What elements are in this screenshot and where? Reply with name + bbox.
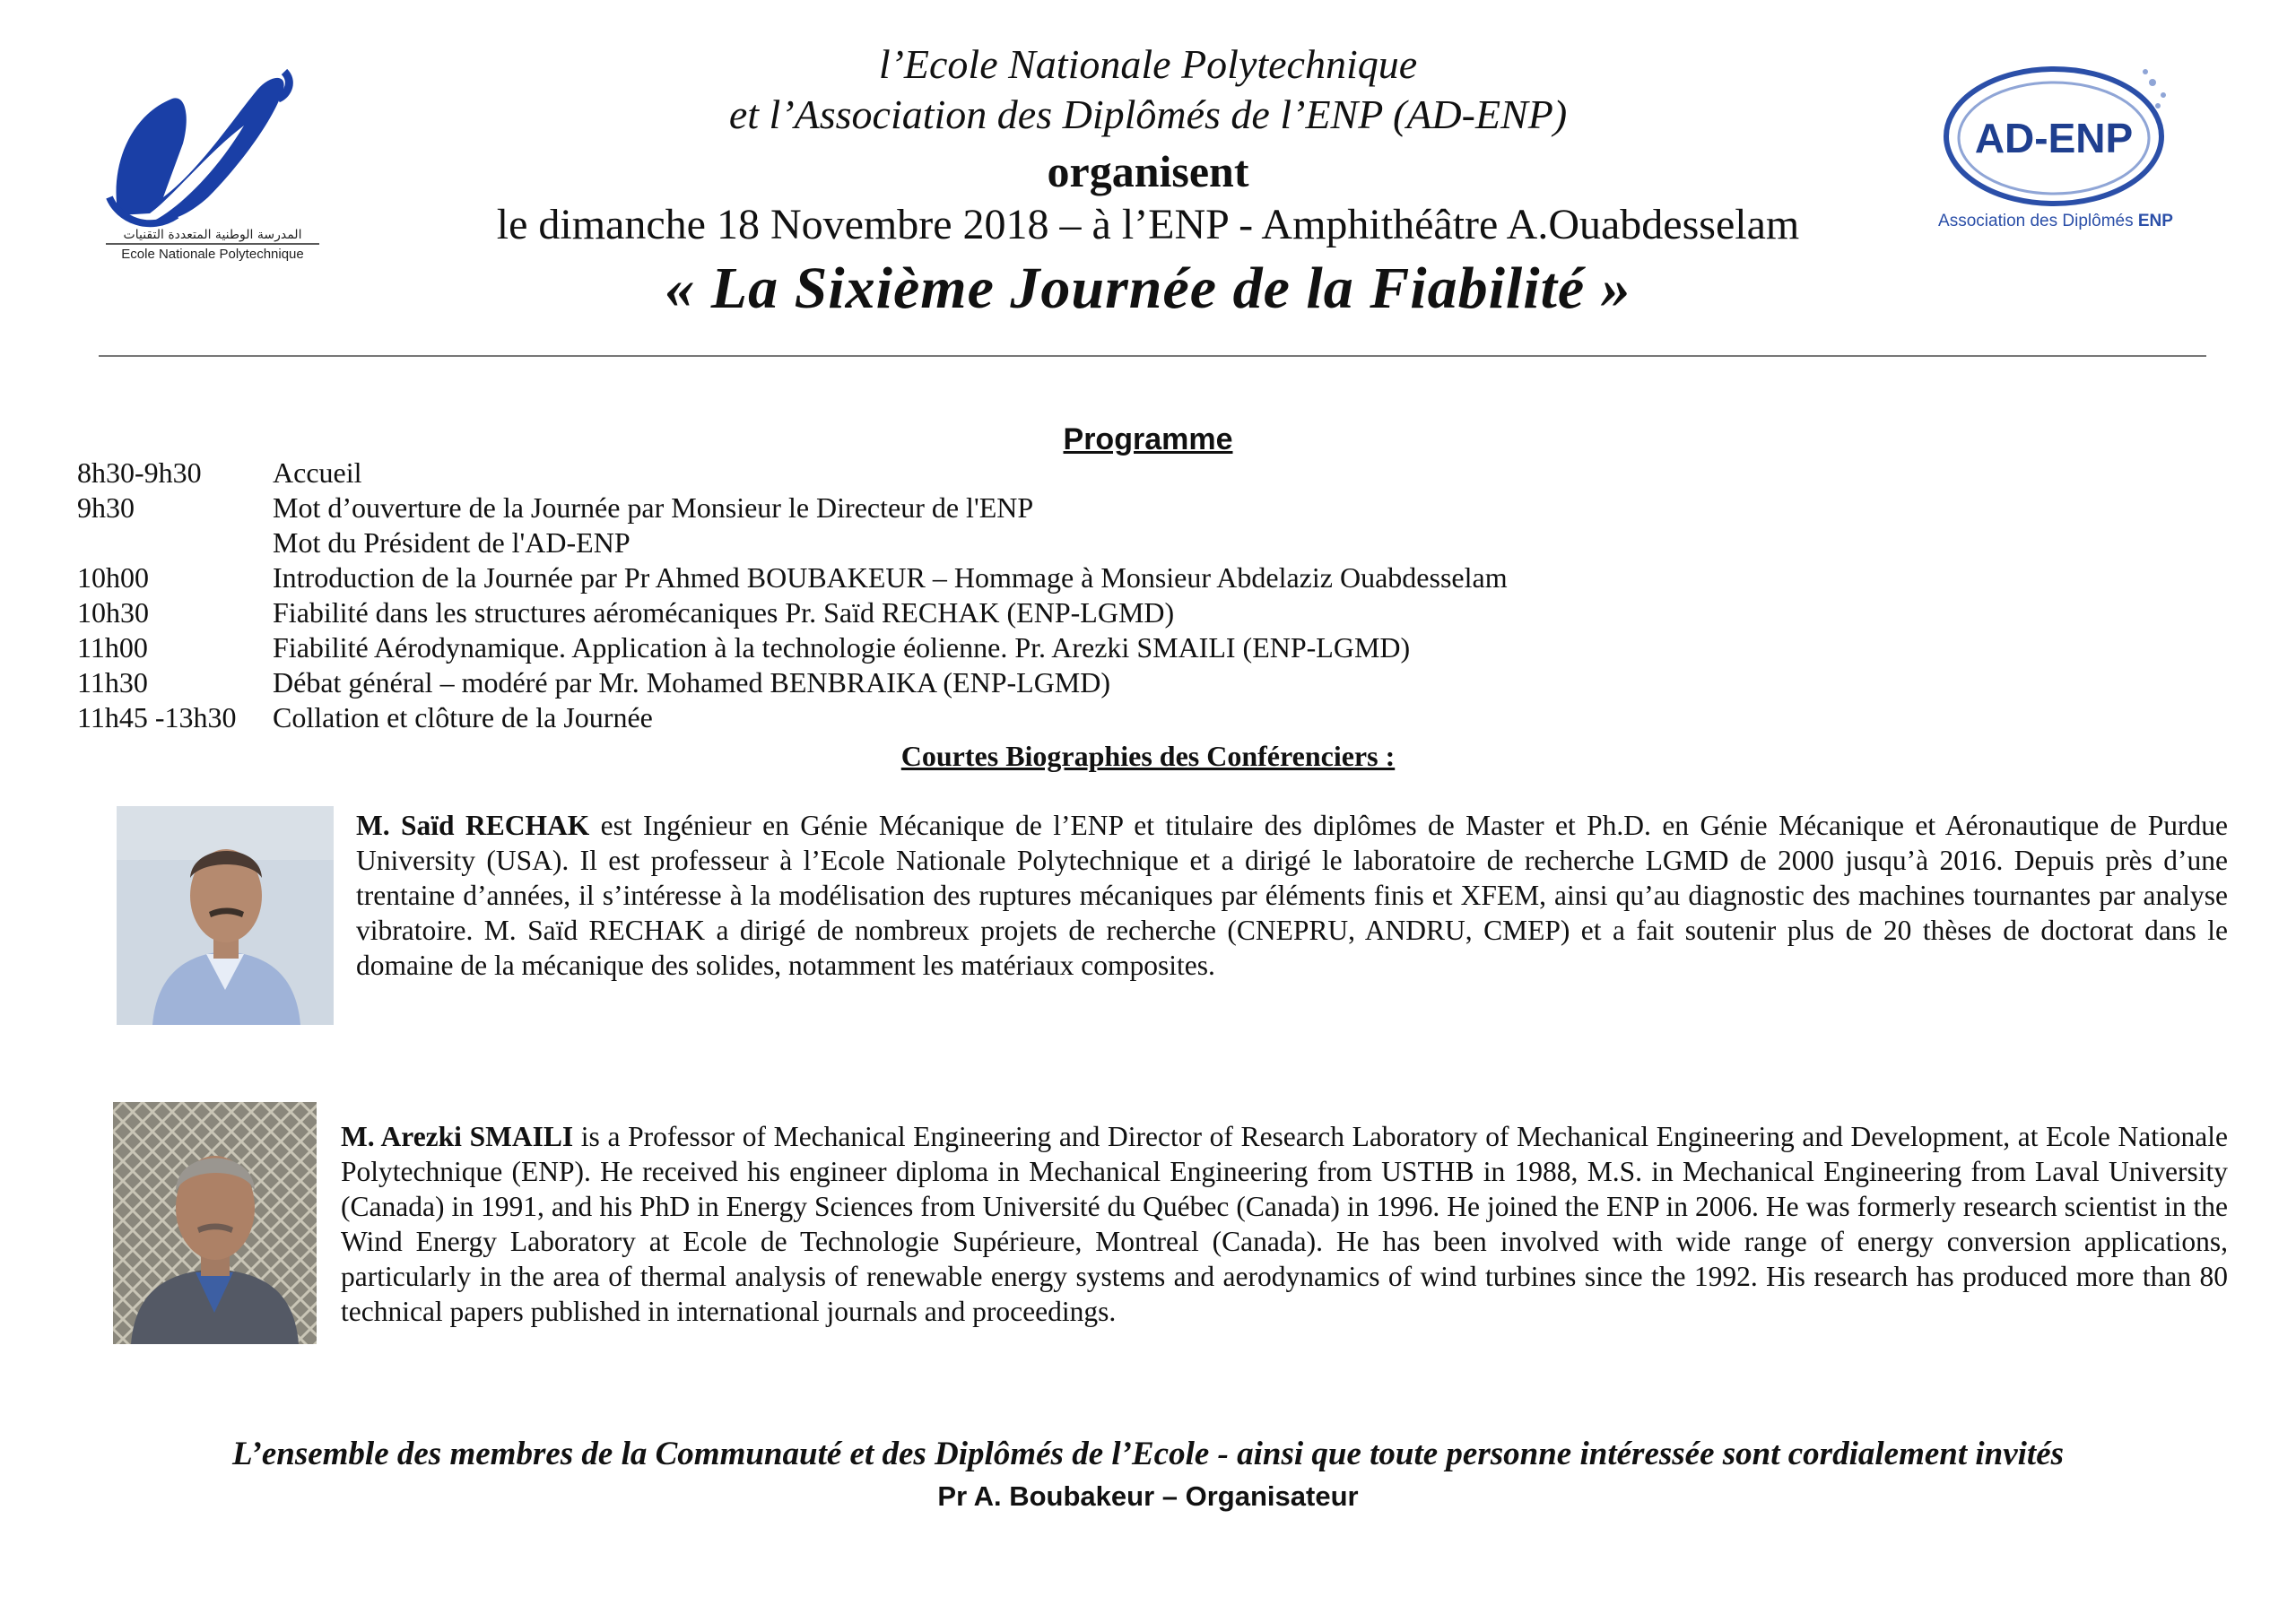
schedule-activity: Mot d’ouverture de la Journée par Monsieur le Directeur de l'ENP xyxy=(273,491,1034,524)
header-divider xyxy=(99,355,2206,357)
schedule-time: 9h30 xyxy=(77,491,135,524)
header-organizer-1: l’Ecole Nationale Polytechnique xyxy=(878,41,1418,87)
schedule-time: 11h45 -13h30 xyxy=(77,701,237,733)
invitation-text: L’ensemble des membres de la Communauté et des Diplômés de l’Ecole - ainsi que toute personne intéressée sont cordialement invités xyxy=(231,1436,2065,1472)
enp-logo-arabic: المدرسة الوطنية المتعددة التقنيات xyxy=(123,228,302,242)
schedule-row xyxy=(77,630,2140,665)
speaker-rechak-bio xyxy=(356,808,2228,983)
schedule-time: 11h00 xyxy=(77,631,148,664)
speaker-rechak-name: M. Saïd RECHAK xyxy=(356,810,590,841)
speaker-rechak-text: est Ingénieur en Génie Mécanique de l’ENP et titulaire des diplômes de Master et Ph.D. en Génie Mécanique et Aéronautique de Purdue University (USA). Il est professeur à l’Ecole Nationale Polytechnique et a dirigé le laboratoire de recherche LGMD de 2000 jusqu’à 2016. Depuis près d’une trentaine d’années, il s’intéresse à la modélisation des ruptures mécaniques par éléments finis et XFEM, ainsi qu’au diagnostic des machines tournantes par analyse vibratoire. M. Saïd RECHAK a dirigé de nombreux projets de recherche (CNEPRU, ANDRU, CMEP) et a fait soutenir plus de 20 thèses de doctorat dans le domaine de la mécanique des solides, notamment les matériaux composites. xyxy=(356,810,2228,981)
schedule-activity: Accueil xyxy=(273,456,362,489)
schedule-time: 8h30-9h30 xyxy=(77,456,202,489)
schedule-row xyxy=(77,456,2140,490)
speaker-smaili-bio xyxy=(341,1119,2228,1329)
header-date-location: le dimanche 18 Novembre 2018 – à l’ENP - Amphithéâtre A.Ouabdesselam xyxy=(496,201,1800,248)
adenp-logo-text: AD-ENP xyxy=(1974,115,2134,161)
header-organizer-2: et l’Association des Diplômés de l’ENP (AD-ENP) xyxy=(728,91,1568,137)
event-title: « La Sixième Journée de la Fiabilité » xyxy=(665,256,1631,321)
speaker-smaili-text: is a Professor of Mechanical Engineering and Director of Research Laboratory of Mechanical Engineering and Development, at Ecole Nationale Polytechnique (ENP). He received his engineer diploma in Mechanical Engineering from USTHB in 1988, M.S. in Mechanical Engineering from Laval University (Canada) in 1991, and his PhD in Energy Sciences from Université du Québec (Canada) in 1996. He joined the ENP in 2006. He was formerly research scientist in the Wind Energy Laboratory at Ecole de Technologie Supérieure, Montreal (Canada). He has been involved with wide range of energy conversion applications, particularly in the area of thermal analysis of renewable energy systems and aerodynamics of wind turbines since the 1992. His research has produced more than 80 technical papers published in international journals and proceedings. xyxy=(341,1121,2228,1327)
schedule-time: 10h30 xyxy=(77,596,149,629)
speaker-rechak-photo xyxy=(117,806,334,1025)
schedule-activity: Fiabilité dans les structures aéromécaniques Pr. Saïd RECHAK (ENP-LGMD) xyxy=(273,596,1175,629)
schedule-row xyxy=(77,665,2140,700)
schedule-time: 11h30 xyxy=(77,666,148,699)
schedule-time: 10h00 xyxy=(77,561,149,594)
schedule-activity: Fiabilité Aérodynamique. Application à la technologie éolienne. Pr. Arezki SMAILI (ENP-LGMD) xyxy=(273,631,1411,664)
schedule-activity: Mot du Président de l'AD-ENP xyxy=(273,526,631,559)
schedule-row xyxy=(77,560,2140,595)
schedule-activity: Introduction de la Journée par Pr Ahmed BOUBAKEUR – Hommage à Monsieur Abdelaziz Ouabdesselam xyxy=(273,561,1508,594)
adenp-logo xyxy=(1910,56,2215,244)
adenp-logo-caption: Association des Diplômés ENP xyxy=(1938,212,2173,230)
enp-logo-caption: Ecole Nationale Polytechnique xyxy=(121,247,304,262)
header-organisent: organisent xyxy=(1047,146,1249,196)
organizer-signature: Pr A. Boubakeur – Organisateur xyxy=(937,1480,1359,1512)
speaker-smaili-photo xyxy=(113,1102,317,1344)
programme-schedule xyxy=(77,456,2140,735)
programme-title: Programme xyxy=(1063,422,1233,456)
schedule-row xyxy=(77,700,2140,735)
schedule-row xyxy=(77,525,2140,560)
schedule-row xyxy=(77,595,2140,630)
speaker-smaili-name: M. Arezki SMAILI xyxy=(341,1121,574,1152)
schedule-activity: Collation et clôture de la Journée xyxy=(273,701,653,733)
enp-logo xyxy=(100,63,325,265)
schedule-activity: Débat général – modéré par Mr. Mohamed BENBRAIKA (ENP-LGMD) xyxy=(273,666,1111,699)
schedule-row xyxy=(77,490,2140,525)
biographies-title: Courtes Biographies des Conférenciers : xyxy=(900,740,1396,772)
